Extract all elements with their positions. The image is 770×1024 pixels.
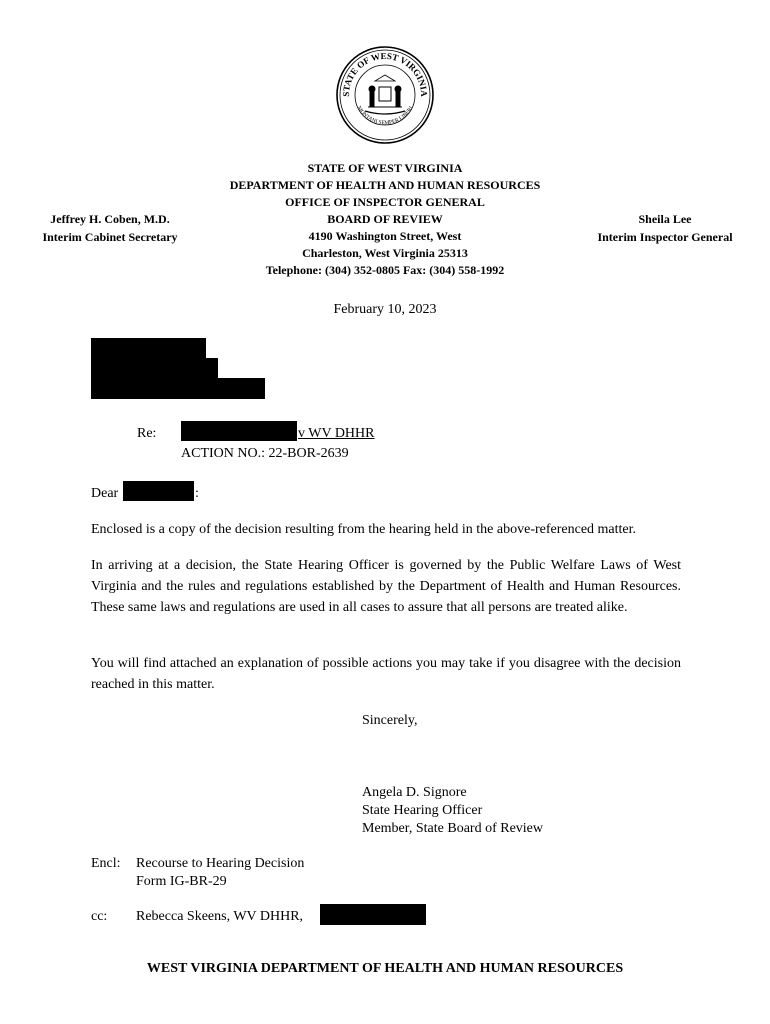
seal-ring-text-bottom: MONTANI SEMPER LIBERI xyxy=(355,105,415,127)
letterhead-office: OFFICE OF INSPECTOR GENERAL xyxy=(285,195,485,209)
state-seal xyxy=(335,45,435,145)
signer-org: Member, State Board of Review xyxy=(362,821,544,836)
redacted-cc-recipient xyxy=(320,904,426,925)
paragraph-enclosed: Enclosed is a copy of the decision resulting from the hearing held in the above-referenced matter. xyxy=(91,522,637,537)
enclosures-label: Encl: xyxy=(91,856,121,871)
enclosures-list xyxy=(136,853,304,892)
re-case-suffix: v WV DHHR xyxy=(298,426,375,441)
secretary-name: Jeffrey H. Coben, M.D. xyxy=(50,212,170,226)
svg-text:MONTANI SEMPER LIBERI xyxy=(356,105,415,126)
letterhead-board: BOARD OF REVIEW xyxy=(327,212,443,226)
action-number: ACTION NO.: 22-BOR-2639 xyxy=(181,446,349,461)
redacted-salutation-name xyxy=(123,481,194,501)
inspector-title: Interim Inspector General xyxy=(597,230,733,244)
salutation-suffix: : xyxy=(195,486,199,501)
redacted-recipient-city xyxy=(91,378,265,399)
salutation-prefix: Dear xyxy=(91,486,119,501)
letterhead-state: STATE OF WEST VIRGINIA xyxy=(307,161,463,175)
signature-block xyxy=(362,782,543,839)
inspector-block xyxy=(585,210,745,246)
letterhead-department: DEPARTMENT OF HEALTH AND HUMAN RESOURCES xyxy=(229,178,541,192)
redacted-recipient-name xyxy=(91,338,206,359)
secretary-block xyxy=(30,210,190,246)
paragraph-governing-laws: In arriving at a decision, the State Hearing Officer is governed by the Public Welfare Laws of West Virginia and the rules and regulations established by the Department of Health and Human Resources. These same laws and regulations are used in all cases to assure that all persons are treated alike. xyxy=(91,558,681,615)
letterhead-street: 4190 Washington Street, West xyxy=(308,229,462,243)
signer-title: State Hearing Officer xyxy=(362,803,483,818)
redacted-appellant-name xyxy=(181,421,297,441)
letterhead-city: Charleston, West Virginia 25313 xyxy=(302,246,468,260)
cc-text: Rebecca Skeens, WV DHHR, xyxy=(136,909,304,924)
secretary-title: Interim Cabinet Secretary xyxy=(42,230,178,244)
enclosure-item: Form IG-BR-29 xyxy=(136,874,227,889)
page-footer: WEST VIRGINIA DEPARTMENT OF HEALTH AND HUMAN RESOURCES xyxy=(146,961,624,976)
inspector-name: Sheila Lee xyxy=(638,212,692,226)
seal-ring-text-top: STATE OF WEST VIRGINIA xyxy=(340,50,430,97)
letter-date: February 10, 2023 xyxy=(333,302,437,317)
re-label: Re: xyxy=(137,426,157,441)
redacted-recipient-street xyxy=(91,358,218,379)
paragraph-possible-actions: You will find attached an explanation of possible actions you may take if you disagree with the decision reached in this matter. xyxy=(91,656,681,692)
seal-emblem xyxy=(365,75,405,114)
closing: Sincerely, xyxy=(362,713,418,728)
signer-name: Angela D. Signore xyxy=(362,785,467,800)
letterhead-phone: Telephone: (304) 352-0805 Fax: (304) 558-1992 xyxy=(265,263,505,277)
enclosure-item: Recourse to Hearing Decision xyxy=(136,856,305,871)
cc-label: cc: xyxy=(91,909,108,924)
